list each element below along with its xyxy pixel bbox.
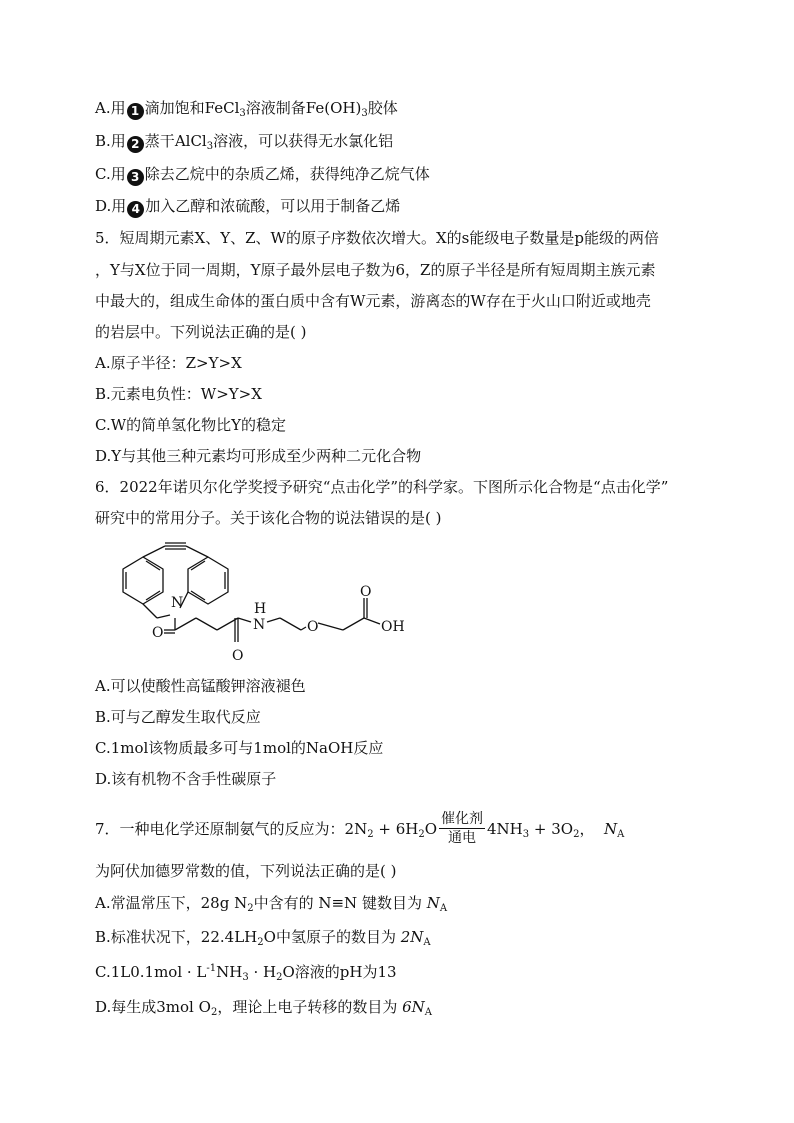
q5-option-a: A.原子半径：Z>Y>X xyxy=(95,354,242,372)
q4-option-b: B.用 2 蒸干AlCl$_3$溶液，可以获得无水氯化铝 xyxy=(95,132,394,152)
atom-h-amide: H xyxy=(254,601,267,617)
q7-stem-line-2: 为阿伏加德罗常数的值，下列说法正确的是( ) xyxy=(95,862,397,880)
q4-option-c: C.用 3 除去乙烷中的杂质乙烯，获得纯净乙烷气体 xyxy=(95,165,430,184)
atom-o-carbonyl-2: O xyxy=(232,648,244,664)
molecule-structure xyxy=(95,540,425,668)
q7-option-d: D.每生成3mol $O_2$，理论上电子转移的数目为 $6N_A$ xyxy=(95,998,432,1018)
q4-option-d: D.用 4 加入乙醇和浓硫酸，可以用于制备乙烯 xyxy=(95,197,401,216)
reaction-condition: $\frac{\text{催化剂}}{\text{通电}}$ xyxy=(441,810,484,846)
circled-number: 3 xyxy=(127,169,144,186)
circled-number: 2 xyxy=(127,136,144,153)
q7-option-c: $C.1L0.1mol \cdot L^{-1}NH_3 \cdot H_2O$溶液的pH为13 xyxy=(95,963,397,983)
q6-option-a: A.可以使酸性高锰酸钾溶液褪色 xyxy=(95,677,306,695)
group-oh: OH xyxy=(381,619,405,635)
q6-stem-line-2: 研究中的常用分子。关于该化合物的说法错误的是( ) xyxy=(95,509,442,527)
q5-stem-line-3: 中最大的，组成生命体的蛋白质中含有W元素，游离态的W存在于火山口附近或地壳 xyxy=(95,292,651,310)
q5-option-d: D.Y与其他三种元素均可形成至少两种二元化合物 xyxy=(95,447,422,465)
atom-o-acid: O xyxy=(360,584,372,600)
q6-option-c: C.1mol该物质最多可与1mol的NaOH反应 xyxy=(95,739,384,757)
q6-option-d: D.该有机物不含手性碳原子 xyxy=(95,770,277,788)
q7-option-a: A.常温常压下，28g $N_2$中含有的 N≡N 键数目为 $N_A$ xyxy=(95,894,448,914)
circled-number: 4 xyxy=(127,201,144,218)
q5-stem-line-4: 的岩层中。下列说法正确的是( ) xyxy=(95,323,307,341)
q5-option-b: B.元素电负性：W>Y>X xyxy=(95,385,262,403)
q5-stem-line-2: ，Y与X位于同一周期，Y原子最外层电子数为6，Z的原子半径是所有短周期主族元素 xyxy=(95,261,656,279)
atom-n-ring: N xyxy=(171,595,184,611)
atom-o-ether: O xyxy=(307,619,319,635)
q7-stem-line-1: 7．一种电化学还原制氨气的反应为：$2N_2 + 6H_2O$ $\frac{\text{催化剂}}{\text{通电}}$ $4NH_3 + 3O_2$， $N_A$ xyxy=(95,810,625,846)
q5-stem-line-1: 5．短周期元素X、Y、Z、W的原子序数依次增大。X的s能级电子数量是p能级的两倍 xyxy=(95,229,659,247)
q6-stem-line-1: 6．2022年诺贝尔化学奖授予研究“点击化学”的科学家。下图所示化合物是“点击化学” xyxy=(95,478,669,496)
circled-number: 1 xyxy=(127,103,144,120)
q7-option-b: B.标准状况下，$22.4LH_2O$中氢原子的数目为 $2N_A$ xyxy=(95,928,431,948)
q6-option-b: B.可与乙醇发生取代反应 xyxy=(95,708,261,726)
atom-n-amide: N xyxy=(253,617,266,633)
q5-option-c: C.W的简单氢化物比Y的稳定 xyxy=(95,416,287,434)
q4-option-a: A.用 1 滴加饱和FeCl$_3$溶液制备$Fe(OH)_3$胶体 xyxy=(95,99,398,119)
atom-o-carbonyl-1: O xyxy=(152,625,164,641)
